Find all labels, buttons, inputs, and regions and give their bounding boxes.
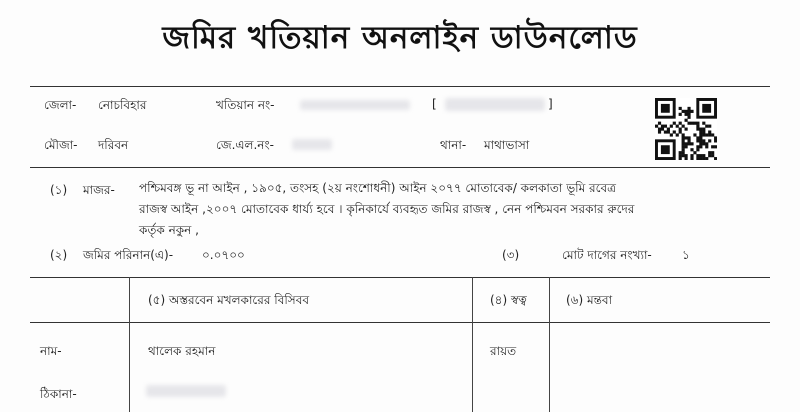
qr-code-icon [655,98,717,160]
khatian-id-redacted [445,98,545,111]
section1-line1: পশ্চিমবঙ্গ ভূ না আইন , ১৯০৫, তংসহ (২য় নংশোধনী) আইন ২০৭৭ মোতাবেক/ কলকাতা ভূমি রবেত্র [139,181,616,195]
table-header-share: (৪) স্বত্ব [490,293,527,307]
bracket-open: [ [432,97,437,111]
owner-name-value: থালেক রহমান [148,344,216,358]
header-bottom-divider [30,167,770,168]
district-label: জেলা- [44,98,77,112]
section1-number: (১) [50,183,68,197]
land-area-value: ০.০৭০০ [202,248,245,262]
khatian-number-redacted [300,100,410,110]
owner-share-value: রায়ত [490,344,517,358]
khatian-label: খতিয়ান নং- [216,98,275,112]
section1-label: মাজর- [83,183,115,197]
section1-line2: রাজস্ব আইন ,২০০৭ মোতাবেক ধার্য্য হবে । কৃনিকার্যে ব্যবহৃত জমির রাজস্ব , নেন পশ্চিমবন সরকার রুদের [139,202,635,216]
owner-address-redacted [146,385,226,397]
table-header-remarks: (৬) মন্তবা [566,293,613,307]
table-col-divider-1 [129,277,130,412]
mouza-value: দরিবন [98,138,129,152]
table-top-border [30,277,770,278]
owner-address-label: ঠিকানা- [40,387,77,401]
section3-number: (৩) [502,248,520,262]
land-area-label: জমির পরিনান(এ)- [83,248,174,262]
section1-text [139,178,634,241]
table-col-divider-2 [472,277,473,412]
header-top-divider [30,86,770,87]
page-title: জমির খতিয়ান অনলাইন ডাউনলোড [162,20,638,56]
total-plot-value: ১ [682,248,690,262]
mouza-label: মৌজা- [44,138,78,152]
owner-name-label: নাম- [40,344,62,358]
thana-value: মাথাভাসা [484,138,530,152]
jl-label: জে.এল.নং- [216,138,274,152]
total-plot-label: মোট দাগের নংখ্যা- [562,248,652,262]
table-header-divider [30,322,770,323]
bracket-close: ] [548,97,553,111]
district-value: নোচবিহার [98,98,147,112]
table-header-owner: (৫) অস্তরবেন মখলকারের বিসিবব [148,293,310,307]
thana-label: থানা- [440,138,467,152]
section1-line3: কর্তৃক নকুন , [139,223,199,237]
jl-number-redacted [292,139,332,150]
table-col-divider-3 [549,277,550,412]
section2-number: (২) [50,248,68,262]
